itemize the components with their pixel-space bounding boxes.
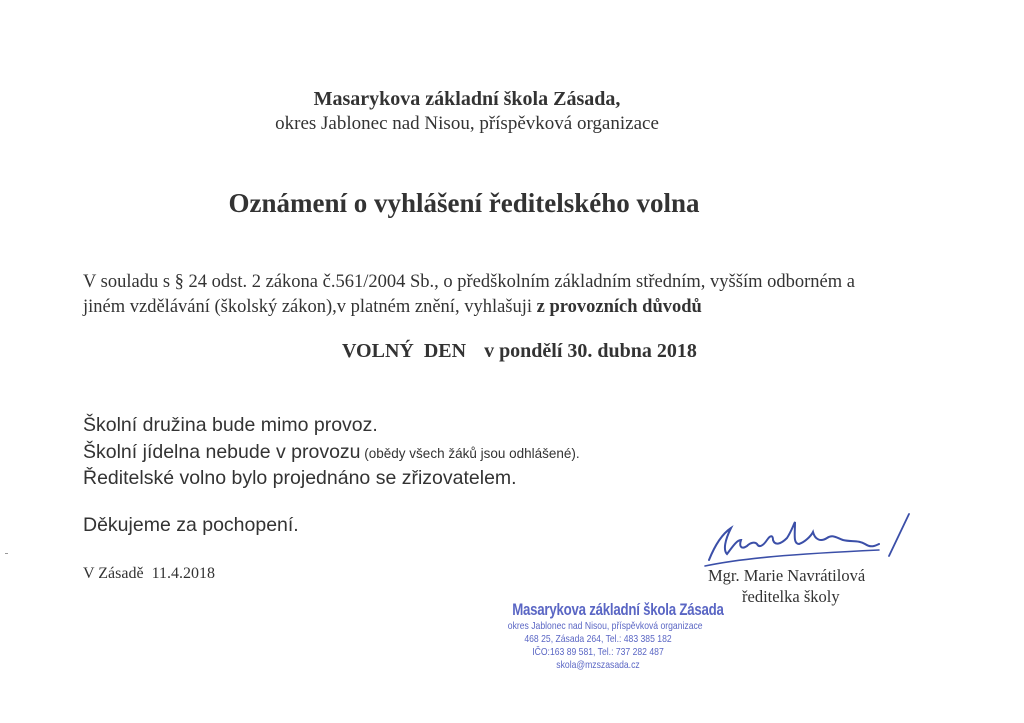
school-stamp [488,600,724,672]
day-off-announcement [342,340,697,363]
stamp-line-2: 468 25, Zásada 264, Tel.: 483 385 182 [524,633,672,645]
stamp-line-4: skola@mzszasada.cz [556,659,640,671]
intro-reason: z provozních důvodů [536,297,702,317]
notice-canteen [83,441,580,464]
day-off-date: v pondělí 30. dubna 2018 [484,340,697,362]
place-and-date: V Zásadě 11.4.2018 [83,565,215,582]
day-off-label: VOLNÝ DEN [342,340,467,362]
stamp-school-name: Masarykova základní škola Zásada [512,600,724,619]
notice-canteen-main: Školní jídelna nebude v provozu [83,441,361,463]
school-name: Masarykova základní škola Zásada, [313,88,621,110]
notice-founder: Ředitelské volno bylo projednáno se zřizovatelem. [83,467,517,489]
stamp-line-1: okres Jablonec nad Nisou, příspěvková organizace [507,620,703,632]
stamp-line-3: IČO:163 89 581, Tel.: 737 282 487 [532,646,664,658]
signer-name: Mgr. Marie Navrátilová [708,566,866,585]
thanks-text: Děkujeme za pochopení. [83,514,299,536]
notice-canteen-note: (obědy všech žáků jsou odhlášené). [360,446,580,461]
scan-mark [5,553,8,554]
signer-role: ředitelka školy [742,587,840,606]
notice-after-school-club: Školní družina bude mimo provoz. [83,414,378,436]
school-details: okres Jablonec nad Nisou, příspěvková organizace [275,113,659,134]
intro-line-2-text: jiném vzdělávání (školský zákon),v platném znění, vyhlašuji [83,297,537,317]
intro-line-1: V souladu s § 24 odst. 2 zákona č.561/2004 Sb., o předškolním základním středním, vyšším odborném a [83,272,855,292]
handwritten-signature [703,510,913,570]
document-title: Oznámení o vyhlášení ředitelského volna [228,188,700,218]
intro-line-2 [83,295,702,319]
